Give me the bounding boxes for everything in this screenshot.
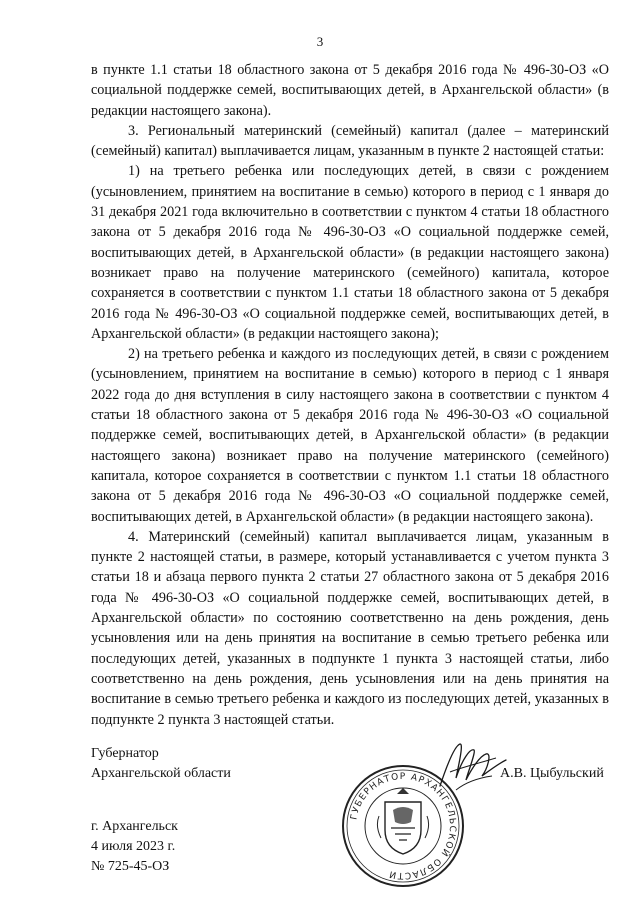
paragraph-item-3: 3. Региональный материнский (семейный) капитал (далее – материнский (семейный) капитал) выплачивается лицам, указанным в пункте 2 настоящей статьи: — [91, 122, 609, 160]
signatory-title: Губернатор — [91, 746, 159, 761]
signatory-region: Архангельской области — [91, 766, 231, 781]
adoption-date: 4 июля 2023 г. — [91, 839, 176, 854]
adoption-details — [91, 817, 178, 877]
signatory-position — [91, 744, 231, 784]
seal-ring-text: ГУБЕРНАТОР АРХАНГЕЛЬСКОЙ ОБЛАСТИ — [349, 771, 458, 881]
paragraph-subitem-2: 2) на третьего ребенка и каждого из последующих детей, в связи с рождением (усыновлением, принятием на воспитание в семью) которого в период с 1 января 2022 года до дня вступления в силу настоящего закона в соответствии с пунктом 4 статьи 18 областного закона от 5 декабря 2016 года № 496-30-ОЗ «О социальной поддержке семей, воспитывающих детей, в Архангельской области» (в редакции настоящего закона) возникает право на получение материнского (семейного) капитала, которое сохраняется в соответствии с пунктом 1.1 статьи 18 областного закона от 5 декабря 2016 года № 496-30-ОЗ «О социальной поддержке семей, воспитывающих детей, в Архангельской области» (в редакции настоящего закона). — [91, 346, 609, 525]
document-body — [91, 60, 609, 730]
paragraph-item-4: 4. Материнский (семейный) капитал выплачивается лицам, указанным в пункте 2 настоящей статьи, в размере, который устанавливается с учетом пункта 3 статьи 18 и абзаца первого пункта 2 статьи 27 областного закона от 5 декабря 2016 года № 496-30-ОЗ «О социальной поддержке семей, воспитывающих детей, в Архангельской области» по состоянию соответственно на день рождения, день усыновления или на день принятия на воспитание в семью третьего ребенка или последующих детей, указанных в подпункте 1 пункта 3 настоящей статьи, либо соответственно на день рождения, день усыновления или на день принятия на воспитание в семью третьего ребенка и каждого из последующих детей, указанных в подпункте 2 пункта 3 настоящей статьи. — [91, 528, 609, 728]
page-number: 3 — [316, 34, 324, 49]
signatory-name: А.В. Цыбульский — [500, 766, 604, 781]
paragraph-subitem-1: 1) на третьего ребенка или последующих детей, в связи с рождением (усыновлением, принятием на воспитание в семью) которого в период с 1 января до 31 декабря 2021 года включительно в соответствии с пунктом 4 статьи 18 областного закона от 5 декабря 2016 года № 496-30-ОЗ «О социальной поддержке семей, воспитывающих детей, в Архангельской области» (в редакции настоящего закона) возникает право на получение материнского (семейного) капитала, которое сохраняется в соответствии с пунктом 1.1 статьи 18 областного закона от 5 декабря 2016 года № 496-30-ОЗ «О социальной поддержке семей, воспитывающих детей, в Архангельской области» (в редакции настоящего закона); — [91, 163, 609, 342]
place-city: г. Архангельск — [91, 819, 178, 834]
law-number: № 725-45-ОЗ — [91, 859, 170, 874]
paragraph-continuation: в пункте 1.1 статьи 18 областного закона от 5 декабря 2016 года № 496-30-ОЗ «О социальной поддержке семей, воспитывающих детей, в Архангельской области» (в редакции настоящего закона). — [91, 62, 609, 119]
